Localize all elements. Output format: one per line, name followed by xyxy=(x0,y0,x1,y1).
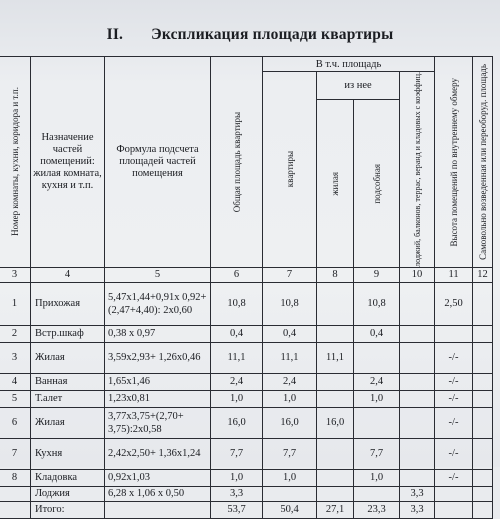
cell-name: Ванная xyxy=(31,373,105,390)
col-num: 12 xyxy=(473,267,493,282)
table-row xyxy=(0,342,493,373)
table-row xyxy=(0,390,493,407)
cell-self xyxy=(473,325,493,342)
cell-height: -/- xyxy=(435,438,473,469)
cell-loggia xyxy=(400,469,435,486)
cell-aux: 10,8 xyxy=(354,282,400,325)
cell-aux: 7,7 xyxy=(354,438,400,469)
cell-no: 5 xyxy=(0,390,31,407)
cell-living: 16,0 xyxy=(317,407,354,438)
cell-name: Кухня xyxy=(31,438,105,469)
cell-name: Жилая xyxy=(31,342,105,373)
cell-self xyxy=(473,373,493,390)
cell-total: 10,8 xyxy=(211,282,263,325)
table-row xyxy=(0,486,493,501)
cell-formula: 2,42x2,50+ 1,36x1,24 xyxy=(105,438,211,469)
cell-no: 4 xyxy=(0,373,31,390)
cell-no: 7 xyxy=(0,438,31,469)
cell-flats: 1,0 xyxy=(263,390,317,407)
cell-loggia xyxy=(400,438,435,469)
cell-flats: 11,1 xyxy=(263,342,317,373)
header-aux: подсобная xyxy=(354,100,400,268)
cell-total: 7,7 xyxy=(211,438,263,469)
col-num: 6 xyxy=(211,267,263,282)
explication-table xyxy=(0,56,493,519)
cell-name: Жилая xyxy=(31,407,105,438)
cell-height: -/- xyxy=(435,407,473,438)
section-title: Экспликация площади квартиры xyxy=(151,26,394,43)
totals-loggia: 3,3 xyxy=(400,501,435,518)
cell-no: 6 xyxy=(0,407,31,438)
cell-living xyxy=(317,438,354,469)
cell-formula: 6,28 x 1,06 x 0,50 xyxy=(105,486,211,501)
cell-loggia xyxy=(400,407,435,438)
cell-loggia xyxy=(400,282,435,325)
cell-aux: 1,0 xyxy=(354,469,400,486)
cell-total: 11,1 xyxy=(211,342,263,373)
header-room-no: Номер комнаты, кухни, коридора и т.п. xyxy=(0,57,31,268)
header-purpose: Назначение частей помещений: жилая комната, кухня и т.п. xyxy=(31,57,105,268)
header-group: В т.ч. площадь xyxy=(263,57,435,72)
cell-total: 1,0 xyxy=(211,390,263,407)
col-num: 5 xyxy=(105,267,211,282)
cell-total: 1,0 xyxy=(211,469,263,486)
cell-height: -/- xyxy=(435,373,473,390)
cell-aux: 2,4 xyxy=(354,373,400,390)
header-row-top xyxy=(0,57,493,72)
page-title xyxy=(0,26,500,44)
cell-formula: 0,92x1,03 xyxy=(105,469,211,486)
cell-no: 2 xyxy=(0,325,31,342)
cell-living: 11,1 xyxy=(317,342,354,373)
col-num: 9 xyxy=(354,267,400,282)
cell-flats xyxy=(263,486,317,501)
cell-self xyxy=(473,342,493,373)
cell-name: Прихожая xyxy=(31,282,105,325)
cell-formula: 1,65x1,46 xyxy=(105,373,211,390)
cell-flats: 2,4 xyxy=(263,373,317,390)
totals-flats: 50,4 xyxy=(263,501,317,518)
cell-name: Лоджия xyxy=(31,486,105,501)
col-num: 7 xyxy=(263,267,317,282)
totals-total: 53,7 xyxy=(211,501,263,518)
cell-flats: 16,0 xyxy=(263,407,317,438)
header-self: Самовольно возведенная или переоборуд. площадь xyxy=(473,57,493,268)
col-num: 8 xyxy=(317,267,354,282)
cell-height: -/- xyxy=(435,469,473,486)
cell-no: 3 xyxy=(0,342,31,373)
col-num: 10 xyxy=(400,267,435,282)
cell-self xyxy=(473,486,493,501)
cell-formula: 5,47x1,44+0,91x 0,92+(2,47+4,40): 2x0,60 xyxy=(105,282,211,325)
cell-loggia: 3,3 xyxy=(400,486,435,501)
cell-no xyxy=(0,486,31,501)
cell-formula: 3,59x2,93+ 1,26x0,46 xyxy=(105,342,211,373)
header-height: Высота помещений по внутреннему обмеру xyxy=(435,57,473,268)
table-row xyxy=(0,469,493,486)
cell-height: 2,50 xyxy=(435,282,473,325)
cell-height xyxy=(435,325,473,342)
header-total: Общая площадь квартиры xyxy=(211,57,263,268)
cell-self xyxy=(473,407,493,438)
column-numbers-row xyxy=(0,267,493,282)
cell-self xyxy=(473,469,493,486)
col-num: 11 xyxy=(435,267,473,282)
header-flats: квартиры xyxy=(263,72,317,268)
totals-living: 27,1 xyxy=(317,501,354,518)
header-formula: Формула подсчета площадей частей помещения xyxy=(105,57,211,268)
totals-label: Итого: xyxy=(31,501,105,518)
cell-no: 8 xyxy=(0,469,31,486)
cell-total: 3,3 xyxy=(211,486,263,501)
cell-self xyxy=(473,390,493,407)
cell-living xyxy=(317,373,354,390)
cell-flats: 7,7 xyxy=(263,438,317,469)
table-row xyxy=(0,373,493,390)
cell-loggia xyxy=(400,342,435,373)
cell-living xyxy=(317,469,354,486)
cell-living xyxy=(317,486,354,501)
cell-name: Встр.шкаф xyxy=(31,325,105,342)
cell-total: 16,0 xyxy=(211,407,263,438)
cell-aux xyxy=(354,486,400,501)
col-num: 4 xyxy=(31,267,105,282)
totals-aux: 23,3 xyxy=(354,501,400,518)
cell-total: 2,4 xyxy=(211,373,263,390)
cell-height: -/- xyxy=(435,342,473,373)
table-row xyxy=(0,407,493,438)
cell-name: Т.алет xyxy=(31,390,105,407)
cell-flats: 1,0 xyxy=(263,469,317,486)
header-loggias: лоджий, балконов, террас, веранд и кладовых с коэффиц. xyxy=(400,72,435,268)
table-row xyxy=(0,325,493,342)
cell-living xyxy=(317,325,354,342)
cell-aux xyxy=(354,407,400,438)
cell-name: Кладовка xyxy=(31,469,105,486)
totals-row xyxy=(0,501,493,518)
cell-flats: 10,8 xyxy=(263,282,317,325)
table-row xyxy=(0,438,493,469)
cell-flats: 0,4 xyxy=(263,325,317,342)
cell-self xyxy=(473,438,493,469)
section-number: II. xyxy=(106,26,124,43)
table-body xyxy=(0,282,493,501)
cell-aux: 0,4 xyxy=(354,325,400,342)
cell-formula: 0,38 x 0,97 xyxy=(105,325,211,342)
cell-height xyxy=(435,486,473,501)
cell-loggia xyxy=(400,325,435,342)
cell-loggia xyxy=(400,373,435,390)
cell-loggia xyxy=(400,390,435,407)
cell-height: -/- xyxy=(435,390,473,407)
cell-self xyxy=(473,282,493,325)
cell-living xyxy=(317,282,354,325)
cell-formula: 1,23x0,81 xyxy=(105,390,211,407)
cell-no: 1 xyxy=(0,282,31,325)
header-living: жилая xyxy=(317,100,354,268)
header-of-them: из нее xyxy=(317,72,400,100)
col-num: 3 xyxy=(0,267,31,282)
cell-total: 0,4 xyxy=(211,325,263,342)
cell-formula: 3,77x3,75+(2,70+ 3,75):2x0,58 xyxy=(105,407,211,438)
table-row xyxy=(0,282,493,325)
cell-aux xyxy=(354,342,400,373)
cell-living xyxy=(317,390,354,407)
cell-aux: 1,0 xyxy=(354,390,400,407)
